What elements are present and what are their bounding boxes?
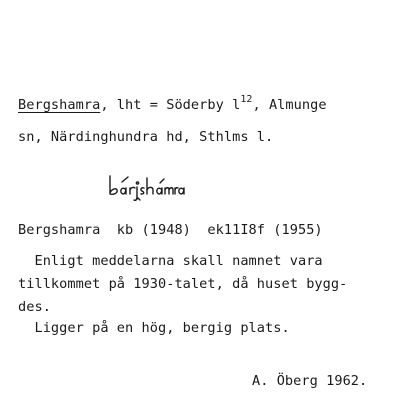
note-line-2: tillkommet på 1930-talet, då huset bygg- — [18, 276, 348, 292]
phonetic-handwriting — [107, 170, 179, 204]
note-line-4: Ligger på en hög, bergig plats. — [18, 320, 290, 336]
headword: Bergshamra — [18, 97, 101, 113]
header-parish-tail: , Almunge — [252, 97, 327, 113]
note-line-1: Enligt meddelarna skall namnet vara — [18, 253, 323, 269]
map-reference-line: Bergshamra kb (1948) ek11I8f (1955) — [18, 222, 323, 238]
phonetic-transcription — [107, 170, 179, 204]
header-parish-ref: , lht = Söderby l — [100, 97, 241, 113]
note-line-3: des. — [18, 299, 51, 315]
header-line-1 — [18, 94, 327, 115]
header-line-2: sn, Närdinghundra hd, Sthlms l. — [18, 129, 274, 145]
header-superscript: 12 — [240, 94, 253, 105]
signature: A. Öberg 1962. — [252, 373, 368, 389]
